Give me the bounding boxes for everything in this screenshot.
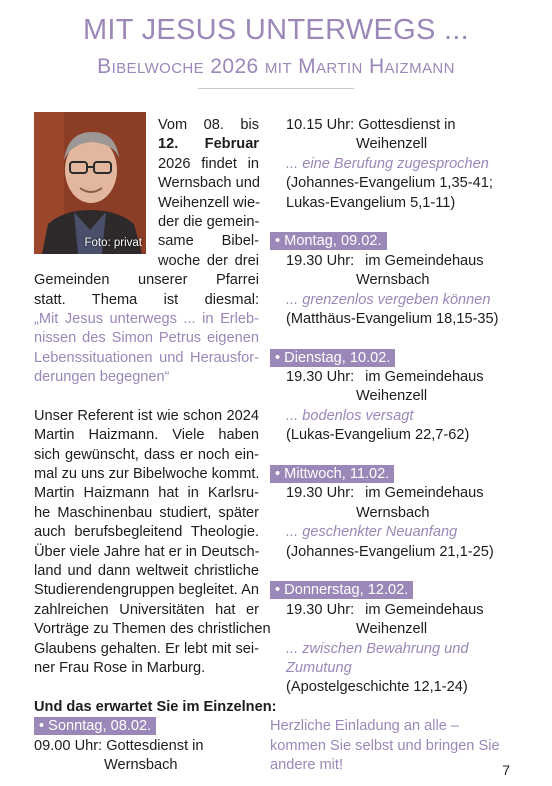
intro-line: woche der drei [158, 252, 259, 269]
schedule-location: Weihenzell [356, 136, 428, 153]
theme-line: Lebenssituationen und Herausfor- [34, 349, 259, 366]
referent-line: ner Frau Rose in Marburg. [34, 659, 206, 676]
schedule-location: Wernsbach [356, 272, 430, 289]
session-topic: ... zwischen Bewahrung und [286, 640, 469, 657]
right-column [270, 116, 520, 775]
intro-line: statt. Thema ist diesmal: [34, 291, 259, 308]
closing-line: andere mit! [270, 756, 344, 773]
intro-line: der die gemein- [158, 213, 260, 230]
referent-line: mal zu uns zur Bibelwoche kommt. [34, 466, 260, 483]
session-topic: ... grenzenlos vergeben können [286, 291, 491, 308]
title-divider [198, 88, 354, 89]
intro-line: same Bibel- [158, 233, 259, 250]
schedule-time: 19.30 Uhr: [286, 369, 355, 386]
page-number: 7 [502, 762, 510, 778]
day-badge-sonntag: • Sonntag, 08.02. [34, 717, 156, 735]
schedule-time: 19.30 Uhr: [286, 252, 355, 269]
session-topic: ... geschenkter Neuanfang [286, 524, 458, 541]
schedule-location: Weihenzell [356, 388, 428, 405]
program-heading: Und das erwartet Sie im Einzelnen: [34, 698, 277, 715]
referent-line: auch berufsbegleitend Theologie. [34, 524, 259, 541]
referent-line: Unser Referent ist wie schon 2024 [34, 407, 259, 424]
schedule-location: Weihenzell [356, 621, 428, 638]
session-topic: Zumutung [286, 659, 352, 676]
intro-line: 2026 findet in [158, 155, 259, 172]
schedule-time: 10.15 Uhr: Gottesdienst in [286, 117, 456, 133]
referent-line: he Maschinenbau studiert, später [34, 504, 259, 521]
scripture-reference: Lukas-Evangelium 5,1-11) [286, 194, 456, 211]
closing-line: kommen Sie selbst und bringen Sie [270, 737, 500, 754]
session-topic: ... eine Berufung zugesprochen [286, 155, 489, 172]
session-topic: ... bodenlos versagt [286, 407, 414, 424]
scripture-reference: (Matthäus-Evangelium 18,15-35) [286, 310, 499, 327]
referent-line: zahlreichen Universitäten hat er [34, 601, 259, 618]
page-title: MIT JESUS UNTERWEGS ... [82, 14, 470, 46]
referent-line: land und dann weltweit christliche [34, 562, 259, 579]
day-badge-dienstag: • Dienstag, 10.02. [270, 349, 395, 367]
schedule-location: im Gemeindehaus [365, 485, 484, 502]
theme-line: nissen des Simon Petrus eigenen [34, 330, 259, 347]
day-badge-donnerstag: • Donnerstag, 12.02. [270, 581, 413, 599]
referent-line: Über viele Jahre hat er in Deutsch- [34, 543, 260, 560]
referent-line: sich gewünscht, dass er noch ein- [34, 446, 259, 463]
closing-line: Herzliche Einladung an alle – [270, 718, 460, 735]
scripture-reference: (Johannes-Evangelium 21,1-25) [286, 543, 494, 560]
schedule-location: im Gemeindehaus [365, 252, 484, 269]
schedule-time: 09.00 Uhr: Gottesdienst in [34, 737, 204, 754]
referent-line: Vorträge zu Themen des christlichen [34, 621, 271, 638]
page-subtitle: Bibelwoche 2026 mit Martin Haizmann [97, 55, 455, 78]
referent-line: Studierendengruppen begleitet. An [34, 582, 259, 599]
scripture-reference: (Apostelgeschichte 12,1-24) [286, 679, 468, 696]
day-badge-mittwoch: • Mittwoch, 11.02. [270, 465, 394, 483]
intro-line: Gemeinden unserer Pfarrei [34, 272, 259, 289]
day-badge-montag: • Montag, 09.02. [270, 232, 387, 250]
schedule-location: im Gemeindehaus [365, 369, 484, 386]
schedule-location: im Gemeindehaus [365, 601, 484, 618]
intro-line: 12. Februar [158, 136, 259, 153]
intro-line: Vom 08. bis [158, 117, 259, 133]
schedule-location: Wernsbach [104, 756, 178, 773]
scripture-reference: (Lukas-Evangelium 22,7-62) [286, 427, 470, 444]
referent-line: Martin Haizmann. Viele haben [34, 427, 259, 444]
left-column [34, 116, 277, 775]
schedule-time: 19.30 Uhr: [286, 601, 355, 618]
intro-line: Wernsbach und [158, 175, 260, 192]
theme-line: derungen begegnen“ [34, 369, 170, 386]
scripture-reference: (Johannes-Evangelium 1,35-41; [286, 175, 493, 192]
photo-credit: Foto: privat [84, 237, 142, 249]
schedule-location: Wernsbach [356, 504, 430, 521]
intro-wrapped-text [34, 116, 259, 271]
referent-line: Glaubens gehalten. Er lebt mit sei- [34, 640, 259, 657]
schedule-time: 19.30 Uhr: [286, 485, 355, 502]
referent-line: Martin Haizmann hat in Karlsru- [34, 485, 259, 502]
theme-line: „Mit Jesus unterwegs ... in Erleb- [34, 310, 259, 327]
intro-line: Weihenzell wie- [158, 194, 260, 211]
